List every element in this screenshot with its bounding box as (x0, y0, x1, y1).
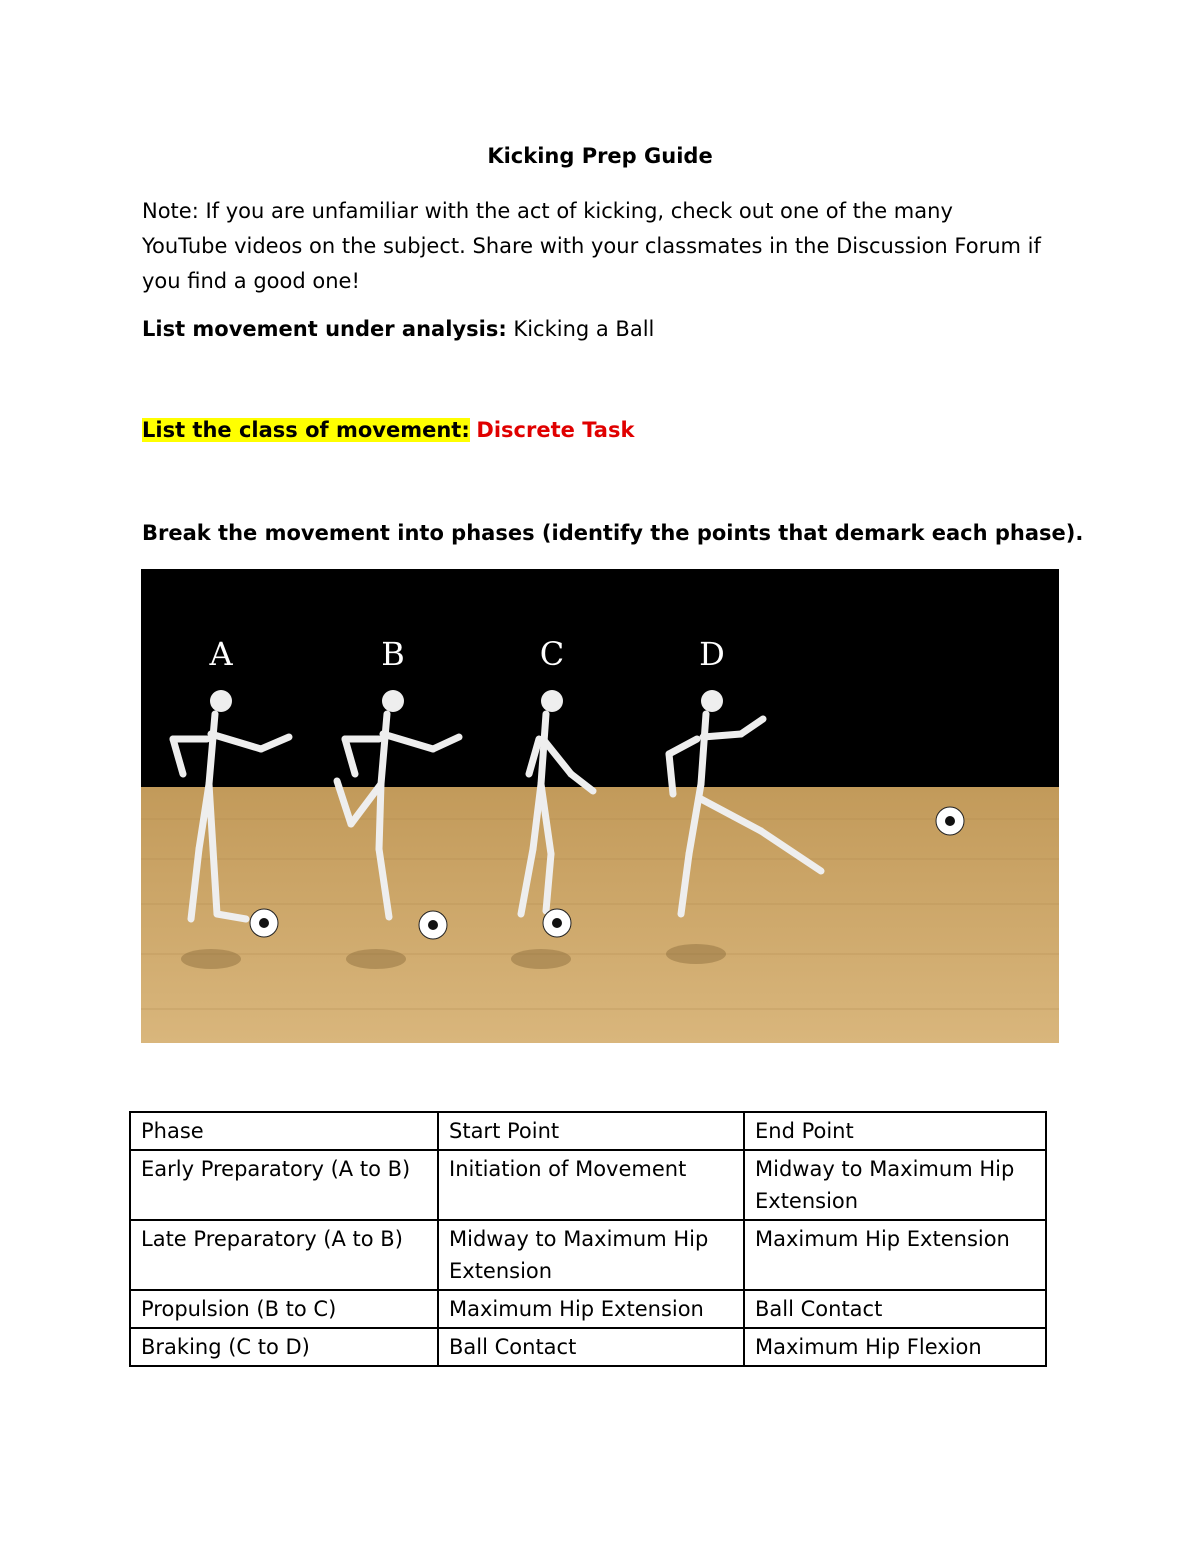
phases-prompt: Break the movement into phases (identify the points that demark each phase) (142, 521, 1076, 545)
start-cell: Initiation of Movement (438, 1150, 744, 1220)
class-label: List the class of movement (142, 418, 462, 442)
label-a: A (209, 635, 233, 673)
page-title: Kicking Prep Guide (487, 144, 713, 168)
start-cell: Maximum Hip Extension (438, 1290, 744, 1328)
label-b: B (381, 635, 405, 673)
movement-analysis-line: List movement under analysis: Kicking a Ball (142, 317, 655, 341)
movement-value: Kicking a Ball (513, 317, 655, 341)
movement-class-line: List the class of movement: Discrete Task (142, 418, 635, 442)
label-d: D (699, 635, 725, 673)
phases-prompt-line: Break the movement into phases (identify the points that demark each phase). (142, 521, 1084, 545)
phase-cell: Late Preparatory (A to B) (130, 1220, 438, 1290)
header-end: End Point (744, 1112, 1046, 1150)
header-start: Start Point (438, 1112, 744, 1150)
table-row (130, 1150, 1046, 1220)
start-cell: Midway to Maximum Hip Extension (438, 1220, 744, 1290)
phases-table (129, 1111, 1047, 1367)
phase-cell: Early Preparatory (A to B) (130, 1150, 438, 1220)
movement-label: List movement under analysis (142, 317, 499, 341)
soccer-ball-b (419, 911, 447, 939)
phase-cell: Propulsion (B to C) (130, 1290, 438, 1328)
table-header-row (130, 1112, 1046, 1150)
end-cell: Midway to Maximum Hip Extension (744, 1150, 1046, 1220)
start-cell: Ball Contact (438, 1328, 744, 1366)
end-cell: Maximum Hip Flexion (744, 1328, 1046, 1366)
backdrop (141, 569, 1059, 787)
label-c: C (539, 635, 565, 673)
wood-floor (141, 787, 1059, 1043)
phase-cell: Braking (C to D) (130, 1328, 438, 1366)
table-row (130, 1328, 1046, 1366)
end-cell: Maximum Hip Extension (744, 1220, 1046, 1290)
kicking-sequence-figure (141, 569, 1059, 1043)
soccer-ball-c (543, 909, 571, 937)
end-cell: Ball Contact (744, 1290, 1046, 1328)
table-row (130, 1290, 1046, 1328)
table-row (130, 1220, 1046, 1290)
soccer-ball-d (936, 807, 964, 835)
soccer-ball-a (250, 909, 278, 937)
header-phase: Phase (130, 1112, 438, 1150)
note-paragraph: Note: If you are unfamiliar with the act of kicking, check out one of the many YouTube videos on the subject. Share with your classmates in the Discussion Forum if you find a good one! (142, 199, 1041, 293)
class-value: Discrete Task (476, 418, 635, 442)
